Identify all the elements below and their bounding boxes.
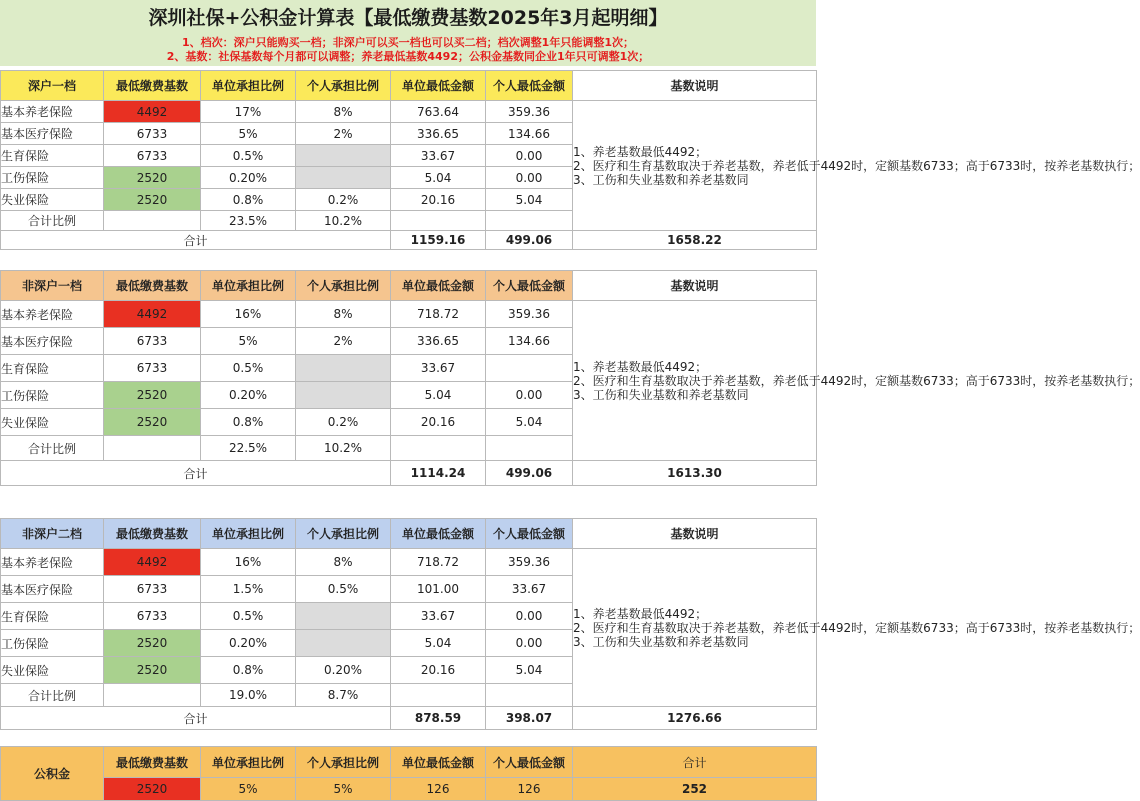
unit-amount-cell: 20.16 (391, 189, 486, 211)
column-header: 最低缴费基数 (104, 271, 201, 301)
description-line: 2、医疗和生育基数取决于养老基数，养老低于4492时，定额基数6733；高于6733时，按养老基数执行； (573, 158, 1140, 173)
total-all-cell: 1613.30 (573, 461, 817, 486)
ratio-empty (486, 436, 573, 461)
unit-ratio-cell: 0.5% (201, 145, 296, 167)
column-header: 个人最低金额 (486, 271, 573, 301)
personal-amount-cell: 134.66 (486, 328, 573, 355)
item-name-cell: 基本养老保险 (1, 549, 104, 576)
column-header: 单位承担比例 (201, 271, 296, 301)
ratio-base-empty (104, 684, 201, 707)
item-name-cell: 失业保险 (1, 409, 104, 436)
personal-ratio-cell: 2% (296, 123, 391, 145)
unit-amount-cell: 33.67 (391, 603, 486, 630)
section-table (0, 518, 1140, 730)
base-cell: 6733 (104, 576, 201, 603)
total-personal-cell: 398.07 (486, 707, 573, 730)
column-header: 最低缴费基数 (104, 71, 201, 101)
unit-amount-cell: 336.65 (391, 123, 486, 145)
fund-header-base: 最低缴费基数 (104, 747, 201, 778)
fund-unit-amount-cell: 126 (391, 778, 486, 801)
personal-amount-cell: 359.36 (486, 101, 573, 123)
ratio-base-empty (104, 436, 201, 461)
personal-amount-cell: 0.00 (486, 382, 573, 409)
unit-ratio-cell: 16% (201, 301, 296, 328)
base-description (573, 549, 1140, 707)
item-name-cell: 生育保险 (1, 145, 104, 167)
base-cell: 6733 (104, 123, 201, 145)
column-header: 单位承担比例 (201, 519, 296, 549)
column-header: 基数说明 (573, 271, 817, 301)
unit-ratio-cell: 0.8% (201, 189, 296, 211)
fund-header-personal-ratio: 个人承担比例 (296, 747, 391, 778)
personal-ratio-cell (296, 382, 391, 409)
unit-amount-cell: 718.72 (391, 301, 486, 328)
ratio-empty (486, 211, 573, 231)
personal-ratio-cell: 8% (296, 301, 391, 328)
description-line: 1、养老基数最低4492； (573, 606, 708, 621)
personal-amount-cell (486, 355, 573, 382)
note-base-rule: 2、基数：社保基数每个月都可以调整；养老最低基数4492；公积金基数同企业1年只可调整1次； (0, 50, 816, 66)
description-line: 3、工伤和失业基数和养老基数同 (573, 387, 749, 402)
fund-unit-ratio-cell: 5% (201, 778, 296, 801)
total-unit-cell: 878.59 (391, 707, 486, 730)
base-cell: 2520 (104, 657, 201, 684)
personal-ratio-cell (296, 145, 391, 167)
personal-amount-cell: 5.04 (486, 189, 573, 211)
total-all-cell: 1276.66 (573, 707, 817, 730)
base-cell: 2520 (104, 167, 201, 189)
personal-amount-cell: 134.66 (486, 123, 573, 145)
personal-amount-cell: 5.04 (486, 657, 573, 684)
unit-ratio-cell: 0.5% (201, 603, 296, 630)
item-name-cell: 基本医疗保险 (1, 328, 104, 355)
personal-amount-cell: 0.00 (486, 630, 573, 657)
base-cell: 2520 (104, 189, 201, 211)
section-table (0, 70, 1140, 250)
unit-ratio-cell: 16% (201, 549, 296, 576)
unit-ratio-cell: 17% (201, 101, 296, 123)
base-cell: 6733 (104, 603, 201, 630)
unit-ratio-cell: 5% (201, 123, 296, 145)
column-header: 单位承担比例 (201, 71, 296, 101)
ratio-label: 合计比例 (1, 684, 104, 707)
personal-amount-cell: 359.36 (486, 301, 573, 328)
section-table (0, 270, 1140, 486)
item-name-cell: 工伤保险 (1, 382, 104, 409)
personal-ratio-cell: 0.2% (296, 189, 391, 211)
ratio-personal-cell: 10.2% (296, 211, 391, 231)
personal-ratio-cell: 0.5% (296, 576, 391, 603)
personal-amount-cell: 5.04 (486, 409, 573, 436)
personal-ratio-cell: 0.2% (296, 409, 391, 436)
item-name-cell: 失业保险 (1, 189, 104, 211)
ratio-empty (391, 684, 486, 707)
base-cell: 4492 (104, 101, 201, 123)
personal-ratio-cell (296, 167, 391, 189)
ratio-base-empty (104, 211, 201, 231)
description-line: 2、医疗和生育基数取决于养老基数，养老低于4492时，定额基数6733；高于6733时，按养老基数执行； (573, 620, 1140, 635)
personal-ratio-cell: 0.20% (296, 657, 391, 684)
fund-header-unit-amount: 单位最低金额 (391, 747, 486, 778)
note-tier-rule: 1、档次：深户只能购买一档；非深户可以买一档也可以买二档；档次调整1年只能调整1次； (0, 36, 816, 50)
fund-header-personal-amount: 个人最低金额 (486, 747, 573, 778)
personal-ratio-cell (296, 630, 391, 657)
item-name-cell: 基本医疗保险 (1, 576, 104, 603)
column-header: 最低缴费基数 (104, 519, 201, 549)
unit-amount-cell: 336.65 (391, 328, 486, 355)
table-row (1, 549, 817, 576)
unit-amount-cell: 33.67 (391, 355, 486, 382)
description-line: 1、养老基数最低4492； (573, 144, 708, 159)
housing-fund-table (0, 746, 817, 801)
item-name-cell: 失业保险 (1, 657, 104, 684)
column-header: 个人最低金额 (486, 71, 573, 101)
base-cell: 6733 (104, 328, 201, 355)
personal-amount-cell: 0.00 (486, 167, 573, 189)
unit-ratio-cell: 0.20% (201, 630, 296, 657)
unit-amount-cell: 763.64 (391, 101, 486, 123)
unit-amount-cell: 5.04 (391, 382, 486, 409)
unit-ratio-cell: 1.5% (201, 576, 296, 603)
fund-header-unit-ratio: 单位承担比例 (201, 747, 296, 778)
personal-ratio-cell (296, 603, 391, 630)
unit-amount-cell: 101.00 (391, 576, 486, 603)
section-name: 深户一档 (1, 71, 104, 101)
personal-ratio-cell (296, 355, 391, 382)
total-personal-cell: 499.06 (486, 231, 573, 250)
unit-ratio-cell: 0.20% (201, 167, 296, 189)
unit-ratio-cell: 0.5% (201, 355, 296, 382)
total-unit-cell: 1159.16 (391, 231, 486, 250)
column-header: 个人承担比例 (296, 519, 391, 549)
ratio-unit-cell: 22.5% (201, 436, 296, 461)
unit-ratio-cell: 0.8% (201, 409, 296, 436)
base-description (573, 301, 1140, 461)
ratio-label: 合计比例 (1, 211, 104, 231)
personal-ratio-cell: 2% (296, 328, 391, 355)
ratio-empty (486, 684, 573, 707)
fund-total-cell: 252 (573, 778, 817, 801)
base-cell: 2520 (104, 409, 201, 436)
fund-header-total: 合计 (573, 747, 817, 778)
item-name-cell: 工伤保险 (1, 167, 104, 189)
base-cell: 2520 (104, 382, 201, 409)
description-line: 3、工伤和失业基数和养老基数同 (573, 172, 749, 187)
item-name-cell: 基本医疗保险 (1, 123, 104, 145)
item-name-cell: 生育保险 (1, 603, 104, 630)
unit-ratio-cell: 5% (201, 328, 296, 355)
column-header: 个人承担比例 (296, 71, 391, 101)
page-title: 深圳社保+公积金计算表【最低缴费基数2025年3月起明细】 (0, 0, 816, 36)
column-header: 单位最低金额 (391, 519, 486, 549)
column-header: 个人承担比例 (296, 271, 391, 301)
ratio-unit-cell: 23.5% (201, 211, 296, 231)
column-header: 基数说明 (573, 519, 817, 549)
column-header: 单位最低金额 (391, 71, 486, 101)
personal-amount-cell: 0.00 (486, 145, 573, 167)
unit-amount-cell: 5.04 (391, 630, 486, 657)
total-unit-cell: 1114.24 (391, 461, 486, 486)
total-label: 合计 (1, 461, 391, 486)
total-label: 合计 (1, 707, 391, 730)
unit-ratio-cell: 0.8% (201, 657, 296, 684)
fund-label: 公积金 (1, 747, 104, 801)
column-header: 个人最低金额 (486, 519, 573, 549)
description-line: 2、医疗和生育基数取决于养老基数，养老低于4492时，定额基数6733；高于6733时，按养老基数执行； (573, 373, 1140, 388)
ratio-empty (391, 436, 486, 461)
item-name-cell: 基本养老保险 (1, 301, 104, 328)
personal-amount-cell: 33.67 (486, 576, 573, 603)
section-name: 非深户一档 (1, 271, 104, 301)
item-name-cell: 基本养老保险 (1, 101, 104, 123)
description-line: 1、养老基数最低4492； (573, 359, 708, 374)
total-personal-cell: 499.06 (486, 461, 573, 486)
personal-ratio-cell: 8% (296, 549, 391, 576)
unit-amount-cell: 20.16 (391, 657, 486, 684)
unit-amount-cell: 20.16 (391, 409, 486, 436)
unit-amount-cell: 33.67 (391, 145, 486, 167)
section-name: 非深户二档 (1, 519, 104, 549)
table-row (1, 101, 817, 123)
item-name-cell: 工伤保险 (1, 630, 104, 657)
total-label: 合计 (1, 231, 391, 250)
column-header: 基数说明 (573, 71, 817, 101)
personal-ratio-cell: 8% (296, 101, 391, 123)
unit-ratio-cell: 0.20% (201, 382, 296, 409)
base-cell: 4492 (104, 301, 201, 328)
ratio-personal-cell: 10.2% (296, 436, 391, 461)
description-line: 3、工伤和失业基数和养老基数同 (573, 634, 749, 649)
table-row (1, 301, 817, 328)
unit-amount-cell: 5.04 (391, 167, 486, 189)
ratio-personal-cell: 8.7% (296, 684, 391, 707)
total-all-cell: 1658.22 (573, 231, 817, 250)
item-name-cell: 生育保险 (1, 355, 104, 382)
fund-personal-ratio-cell: 5% (296, 778, 391, 801)
base-cell: 6733 (104, 355, 201, 382)
ratio-empty (391, 211, 486, 231)
ratio-label: 合计比例 (1, 436, 104, 461)
unit-amount-cell: 718.72 (391, 549, 486, 576)
personal-amount-cell: 0.00 (486, 603, 573, 630)
base-cell: 2520 (104, 630, 201, 657)
base-description (573, 101, 1140, 231)
personal-amount-cell: 359.36 (486, 549, 573, 576)
ratio-unit-cell: 19.0% (201, 684, 296, 707)
base-cell: 6733 (104, 145, 201, 167)
fund-personal-amount-cell: 126 (486, 778, 573, 801)
fund-base-cell: 2520 (104, 778, 201, 801)
base-cell: 4492 (104, 549, 201, 576)
column-header: 单位最低金额 (391, 271, 486, 301)
